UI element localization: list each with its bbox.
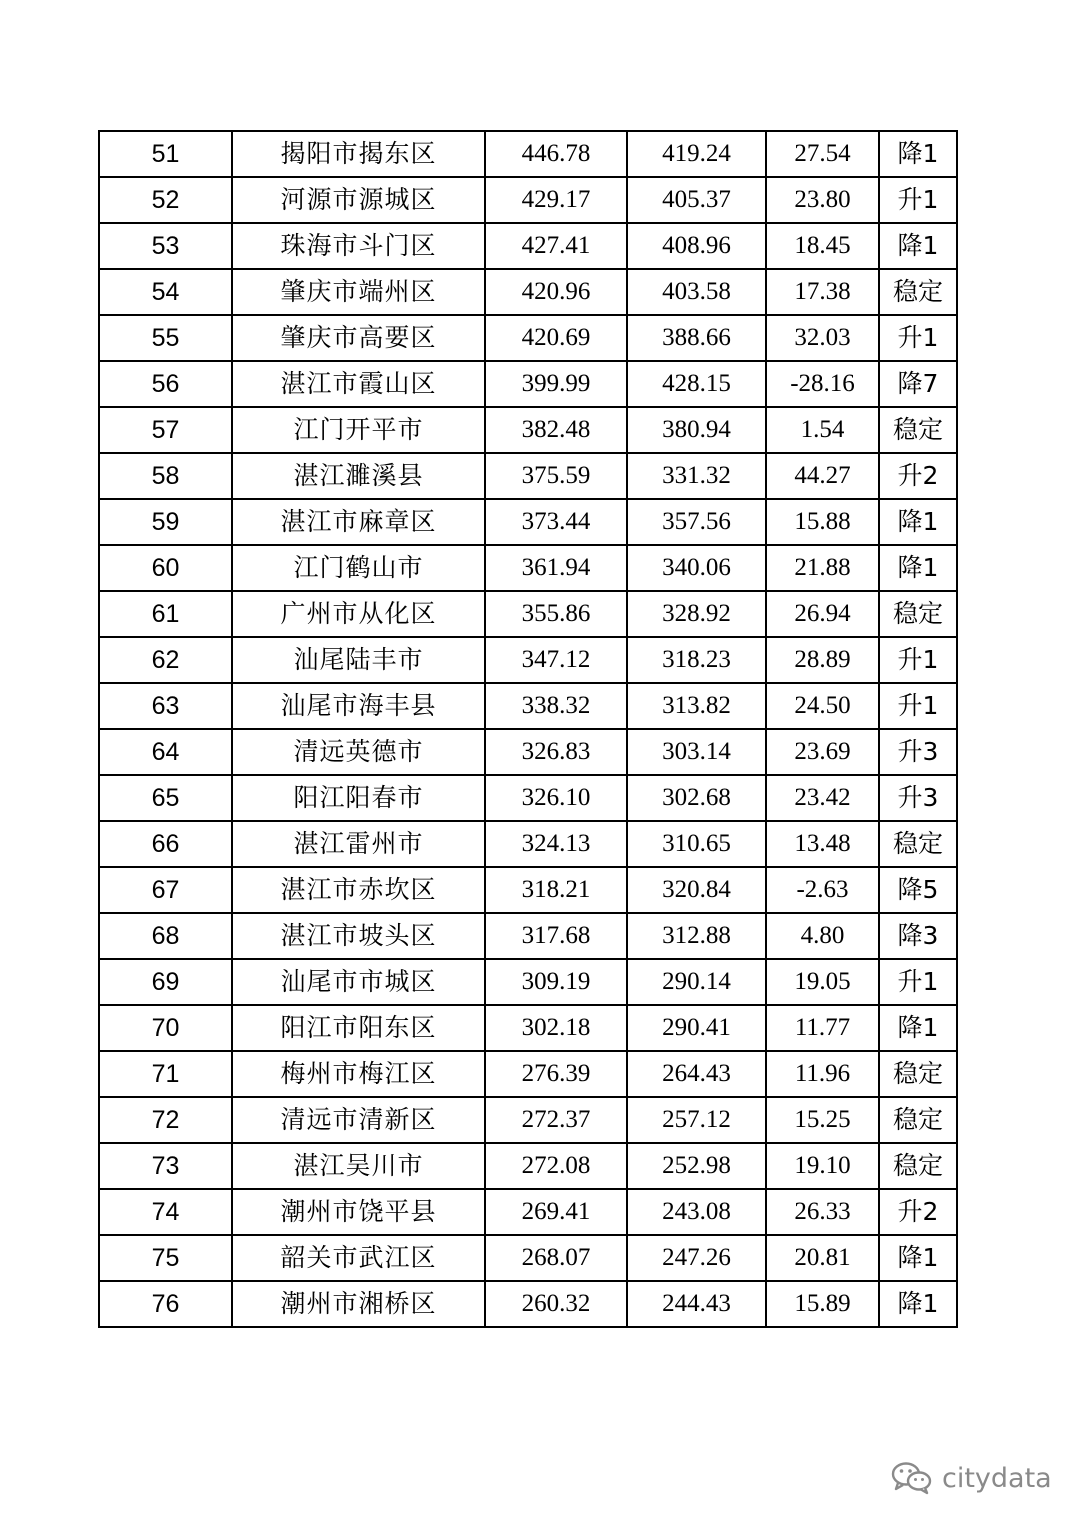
rank-cell: 57 — [99, 407, 232, 453]
value-previous-cell: 243.08 — [627, 1189, 766, 1235]
rank-cell: 59 — [99, 499, 232, 545]
rank-cell: 72 — [99, 1097, 232, 1143]
table-row — [99, 775, 957, 821]
rank-change-cell: 稳定 — [879, 1143, 957, 1189]
table-row — [99, 729, 957, 775]
value-previous-cell: 388.66 — [627, 315, 766, 361]
rank-change-cell: 升1 — [879, 177, 957, 223]
region-name-cell: 韶关市武江区 — [232, 1235, 485, 1281]
table-row — [99, 1097, 957, 1143]
value-difference-cell: 19.10 — [766, 1143, 879, 1189]
table-row — [99, 361, 957, 407]
rank-cell: 74 — [99, 1189, 232, 1235]
region-name-cell: 汕尾市市城区 — [232, 959, 485, 1005]
value-previous-cell: 328.92 — [627, 591, 766, 637]
value-current-cell: 272.08 — [485, 1143, 627, 1189]
value-previous-cell: 257.12 — [627, 1097, 766, 1143]
rank-cell: 66 — [99, 821, 232, 867]
table-row — [99, 959, 957, 1005]
rank-change-cell: 降7 — [879, 361, 957, 407]
region-name-cell: 清远市清新区 — [232, 1097, 485, 1143]
value-current-cell: 420.96 — [485, 269, 627, 315]
rank-change-cell: 稳定 — [879, 407, 957, 453]
value-difference-cell: 23.80 — [766, 177, 879, 223]
value-previous-cell: 405.37 — [627, 177, 766, 223]
rank-change-cell: 稳定 — [879, 1051, 957, 1097]
value-previous-cell: 380.94 — [627, 407, 766, 453]
value-current-cell: 317.68 — [485, 913, 627, 959]
value-previous-cell: 318.23 — [627, 637, 766, 683]
region-name-cell: 湛江市赤坎区 — [232, 867, 485, 913]
value-current-cell: 427.41 — [485, 223, 627, 269]
value-current-cell: 420.69 — [485, 315, 627, 361]
rank-cell: 58 — [99, 453, 232, 499]
value-previous-cell: 244.43 — [627, 1281, 766, 1327]
table-row — [99, 177, 957, 223]
value-difference-cell: 26.33 — [766, 1189, 879, 1235]
region-name-cell: 湛江濉溪县 — [232, 453, 485, 499]
rank-cell: 64 — [99, 729, 232, 775]
table-row — [99, 1189, 957, 1235]
value-current-cell: 260.32 — [485, 1281, 627, 1327]
value-current-cell: 446.78 — [485, 131, 627, 177]
value-difference-cell: 23.69 — [766, 729, 879, 775]
table-row — [99, 545, 957, 591]
table-row — [99, 637, 957, 683]
region-name-cell: 湛江雷州市 — [232, 821, 485, 867]
value-difference-cell: 21.88 — [766, 545, 879, 591]
table-row — [99, 407, 957, 453]
value-current-cell: 309.19 — [485, 959, 627, 1005]
region-name-cell: 湛江市霞山区 — [232, 361, 485, 407]
region-name-cell: 河源市源城区 — [232, 177, 485, 223]
rank-change-cell: 稳定 — [879, 821, 957, 867]
value-current-cell: 268.07 — [485, 1235, 627, 1281]
table-row — [99, 1235, 957, 1281]
rank-change-cell: 升1 — [879, 637, 957, 683]
table-row — [99, 683, 957, 729]
region-name-cell: 江门鹤山市 — [232, 545, 485, 591]
value-current-cell: 355.86 — [485, 591, 627, 637]
value-previous-cell: 247.26 — [627, 1235, 766, 1281]
value-previous-cell: 252.98 — [627, 1143, 766, 1189]
region-name-cell: 湛江市麻章区 — [232, 499, 485, 545]
rank-change-cell: 降1 — [879, 499, 957, 545]
wechat-icon — [890, 1460, 934, 1496]
table-row — [99, 591, 957, 637]
table-row — [99, 1281, 957, 1327]
value-current-cell: 361.94 — [485, 545, 627, 591]
value-previous-cell: 408.96 — [627, 223, 766, 269]
value-current-cell: 347.12 — [485, 637, 627, 683]
value-difference-cell: 20.81 — [766, 1235, 879, 1281]
rank-change-cell: 降1 — [879, 223, 957, 269]
rank-change-cell: 升1 — [879, 683, 957, 729]
value-previous-cell: 290.14 — [627, 959, 766, 1005]
rank-cell: 56 — [99, 361, 232, 407]
rank-cell: 63 — [99, 683, 232, 729]
rank-cell: 75 — [99, 1235, 232, 1281]
region-name-cell: 湛江吴川市 — [232, 1143, 485, 1189]
rank-cell: 52 — [99, 177, 232, 223]
value-difference-cell: 27.54 — [766, 131, 879, 177]
value-current-cell: 326.83 — [485, 729, 627, 775]
value-current-cell: 373.44 — [485, 499, 627, 545]
value-difference-cell: -28.16 — [766, 361, 879, 407]
value-current-cell: 302.18 — [485, 1005, 627, 1051]
rank-cell: 51 — [99, 131, 232, 177]
region-name-cell: 梅州市梅江区 — [232, 1051, 485, 1097]
table-row — [99, 315, 957, 361]
value-difference-cell: 26.94 — [766, 591, 879, 637]
region-name-cell: 汕尾陆丰市 — [232, 637, 485, 683]
value-previous-cell: 331.32 — [627, 453, 766, 499]
region-name-cell: 阳江市阳东区 — [232, 1005, 485, 1051]
rank-cell: 73 — [99, 1143, 232, 1189]
rank-change-cell: 升3 — [879, 775, 957, 821]
value-previous-cell: 419.24 — [627, 131, 766, 177]
value-current-cell: 269.41 — [485, 1189, 627, 1235]
rank-change-cell: 降1 — [879, 545, 957, 591]
rank-cell: 71 — [99, 1051, 232, 1097]
value-previous-cell: 320.84 — [627, 867, 766, 913]
rank-change-cell: 降3 — [879, 913, 957, 959]
table-row — [99, 269, 957, 315]
region-name-cell: 湛江市坡头区 — [232, 913, 485, 959]
value-current-cell: 324.13 — [485, 821, 627, 867]
table-row — [99, 499, 957, 545]
value-previous-cell: 302.68 — [627, 775, 766, 821]
ranking-table-body — [99, 131, 957, 1327]
region-name-cell: 清远英德市 — [232, 729, 485, 775]
value-difference-cell: 13.48 — [766, 821, 879, 867]
value-difference-cell: -2.63 — [766, 867, 879, 913]
rank-cell: 54 — [99, 269, 232, 315]
table-row — [99, 223, 957, 269]
rank-change-cell: 升1 — [879, 959, 957, 1005]
rank-cell: 76 — [99, 1281, 232, 1327]
rank-change-cell: 升2 — [879, 453, 957, 499]
rank-change-cell: 升1 — [879, 315, 957, 361]
rank-cell: 70 — [99, 1005, 232, 1051]
value-difference-cell: 15.25 — [766, 1097, 879, 1143]
value-difference-cell: 11.77 — [766, 1005, 879, 1051]
value-difference-cell: 24.50 — [766, 683, 879, 729]
value-previous-cell: 310.65 — [627, 821, 766, 867]
rank-change-cell: 降5 — [879, 867, 957, 913]
value-previous-cell: 357.56 — [627, 499, 766, 545]
value-previous-cell: 290.41 — [627, 1005, 766, 1051]
table-row — [99, 821, 957, 867]
rank-cell: 61 — [99, 591, 232, 637]
region-name-cell: 潮州市湘桥区 — [232, 1281, 485, 1327]
ranking-table — [98, 130, 958, 1328]
table-row — [99, 1051, 957, 1097]
value-previous-cell: 340.06 — [627, 545, 766, 591]
rank-change-cell: 降1 — [879, 131, 957, 177]
rank-cell: 55 — [99, 315, 232, 361]
table-row — [99, 453, 957, 499]
value-difference-cell: 44.27 — [766, 453, 879, 499]
value-current-cell: 326.10 — [485, 775, 627, 821]
value-difference-cell: 18.45 — [766, 223, 879, 269]
rank-cell: 67 — [99, 867, 232, 913]
region-name-cell: 肇庆市高要区 — [232, 315, 485, 361]
rank-cell: 53 — [99, 223, 232, 269]
value-current-cell: 272.37 — [485, 1097, 627, 1143]
value-current-cell: 318.21 — [485, 867, 627, 913]
rank-cell: 62 — [99, 637, 232, 683]
region-name-cell: 广州市从化区 — [232, 591, 485, 637]
value-previous-cell: 428.15 — [627, 361, 766, 407]
value-current-cell: 338.32 — [485, 683, 627, 729]
value-previous-cell: 303.14 — [627, 729, 766, 775]
table-row — [99, 131, 957, 177]
region-name-cell: 珠海市斗门区 — [232, 223, 485, 269]
value-difference-cell: 15.88 — [766, 499, 879, 545]
rank-change-cell: 降1 — [879, 1281, 957, 1327]
value-difference-cell: 28.89 — [766, 637, 879, 683]
region-name-cell: 汕尾市海丰县 — [232, 683, 485, 729]
rank-change-cell: 稳定 — [879, 1097, 957, 1143]
value-current-cell: 276.39 — [485, 1051, 627, 1097]
value-previous-cell: 403.58 — [627, 269, 766, 315]
value-difference-cell: 19.05 — [766, 959, 879, 1005]
region-name-cell: 阳江阳春市 — [232, 775, 485, 821]
rank-cell: 60 — [99, 545, 232, 591]
value-difference-cell: 1.54 — [766, 407, 879, 453]
table-row — [99, 913, 957, 959]
rank-cell: 69 — [99, 959, 232, 1005]
value-difference-cell: 32.03 — [766, 315, 879, 361]
rank-cell: 65 — [99, 775, 232, 821]
region-name-cell: 潮州市饶平县 — [232, 1189, 485, 1235]
value-difference-cell: 17.38 — [766, 269, 879, 315]
value-current-cell: 429.17 — [485, 177, 627, 223]
rank-cell: 68 — [99, 913, 232, 959]
region-name-cell: 江门开平市 — [232, 407, 485, 453]
value-difference-cell: 4.80 — [766, 913, 879, 959]
table-row — [99, 1143, 957, 1189]
rank-change-cell: 稳定 — [879, 269, 957, 315]
value-difference-cell: 15.89 — [766, 1281, 879, 1327]
watermark — [890, 1458, 1052, 1498]
value-difference-cell: 23.42 — [766, 775, 879, 821]
region-name-cell: 肇庆市端州区 — [232, 269, 485, 315]
rank-change-cell: 降1 — [879, 1005, 957, 1051]
value-current-cell: 399.99 — [485, 361, 627, 407]
region-name-cell: 揭阳市揭东区 — [232, 131, 485, 177]
rank-change-cell: 降1 — [879, 1235, 957, 1281]
table-row — [99, 1005, 957, 1051]
table-row — [99, 867, 957, 913]
watermark-text: citydata — [942, 1462, 1052, 1494]
rank-change-cell: 升2 — [879, 1189, 957, 1235]
value-previous-cell: 313.82 — [627, 683, 766, 729]
value-current-cell: 382.48 — [485, 407, 627, 453]
rank-change-cell: 升3 — [879, 729, 957, 775]
value-previous-cell: 264.43 — [627, 1051, 766, 1097]
value-difference-cell: 11.96 — [766, 1051, 879, 1097]
rank-change-cell: 稳定 — [879, 591, 957, 637]
value-previous-cell: 312.88 — [627, 913, 766, 959]
value-current-cell: 375.59 — [485, 453, 627, 499]
